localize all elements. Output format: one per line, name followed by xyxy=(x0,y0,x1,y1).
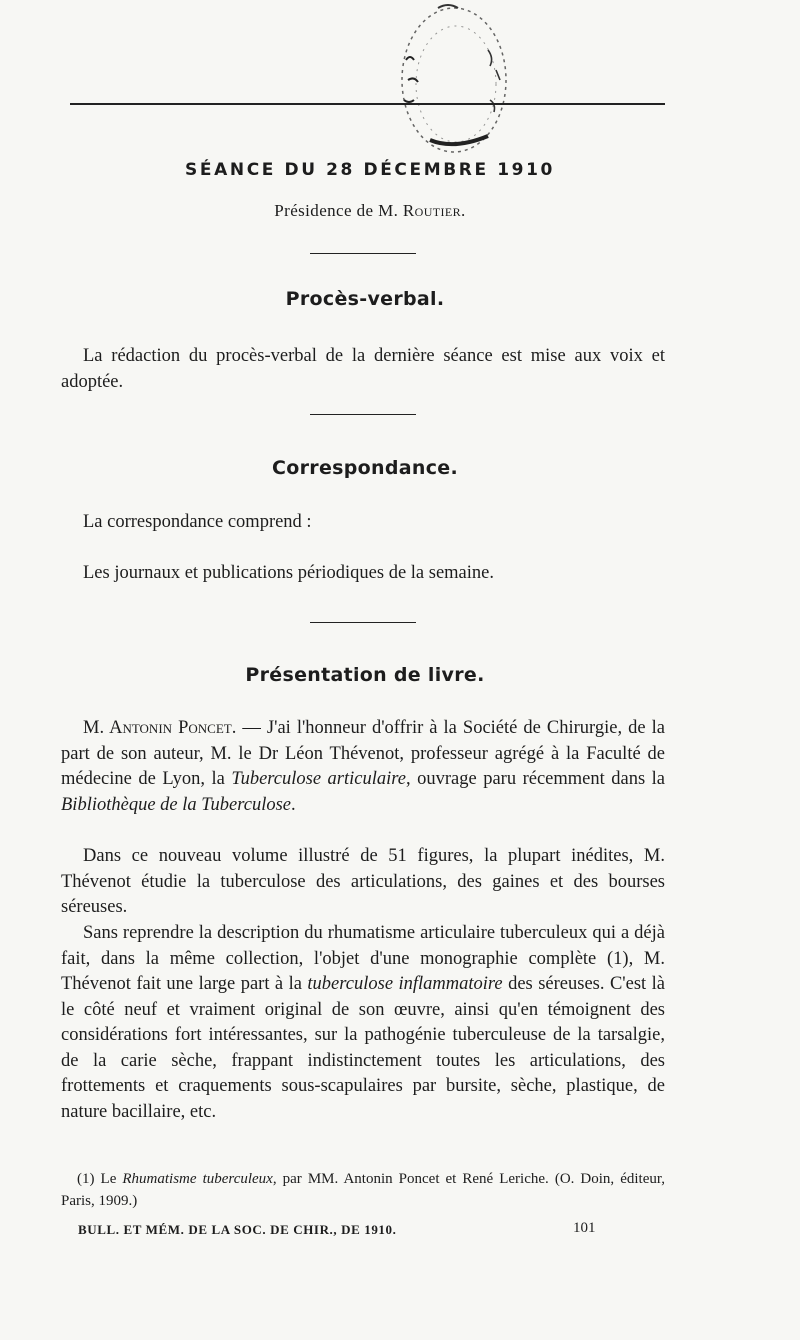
paragraph-text: , ouvrage paru récemment dans la xyxy=(406,769,665,789)
emphasis-text: tuberculose inflammatoire xyxy=(307,974,503,994)
footnote-title: Rhumatisme tuberculeux xyxy=(122,1171,273,1187)
library-stamp xyxy=(378,0,520,160)
correspondance-line-1: La correspondance comprend : xyxy=(83,512,312,532)
heading-proces-verbal: Procès-verbal. xyxy=(285,288,445,310)
series-title: Bibliothèque de la Tuberculose xyxy=(61,794,292,815)
footnote xyxy=(61,1168,665,1212)
heading-correspondance: Correspondance. xyxy=(272,457,458,479)
footnote-text: (1) Le xyxy=(77,1171,123,1187)
heading-presentation: Présentation de livre. xyxy=(245,664,485,686)
speaker-name: M. Antonin Poncet xyxy=(83,718,232,738)
section-divider xyxy=(310,414,416,415)
section-divider xyxy=(310,253,416,254)
paragraph-text: Sans reprendre la description du rhumatisme articulaire tuberculeux qui a déjà fait, dans la même collection, l'objet d'une monographie complète (1), M. Thévenot fait une large part à la xyxy=(61,923,665,994)
presentation-paragraph-2: Dans ce nouveau volume illustré de 51 figures, la plupart inédites, M. Thévenot étudie la tuberculose des articulations, des gaines et des bourses séreuses. xyxy=(61,846,665,917)
proces-verbal-text: La rédaction du procès-verbal de la dernière séance est mise aux voix et adoptée. xyxy=(61,346,665,392)
paragraph-text: . xyxy=(291,794,296,815)
top-rule xyxy=(70,103,665,105)
presidency-prefix: Présidence de M. xyxy=(274,201,403,220)
section-divider xyxy=(310,622,416,623)
footnote-text: , par MM. Antonin Poncet et René Leriche. (O. Doin, éditeur, Paris, 1909.) xyxy=(61,1171,666,1209)
running-footer: BULL. ET MÉM. DE LA SOC. DE CHIR., DE 1910. xyxy=(78,1222,397,1237)
page-number: 101 xyxy=(573,1220,596,1236)
session-title: SÉANCE DU 28 DÉCEMBRE 1910 xyxy=(185,160,555,180)
correspondance-line-2: Les journaux et publications périodiques de la semaine. xyxy=(83,563,494,583)
paragraph-text: des séreuses. C'est là le côté neuf et vraiment original de son œuvre, ainsi qu'en témoignent des considérations fort intéressantes, sur la pathogénie tuberculeuse de la tarsalgie, de la carie sèche, frappant indistinctement toutes les articulations, des frottements et craquements sous-scapulaires par bursite, sèche, plastique, de nature bacillaire, etc. xyxy=(61,974,665,1122)
presidency-line xyxy=(0,201,740,221)
president-name: Routier xyxy=(402,201,462,220)
presidency-suffix: . xyxy=(461,201,466,220)
presentation-paragraph-3 xyxy=(61,921,665,1125)
presentation-paragraph-1 xyxy=(61,716,665,818)
book-title: Tuberculose articulaire xyxy=(231,769,407,789)
paragraph-text: . — J'ai l'honneur d'offrir à la Société de Chirurgie, de la part de son auteur, M. le Dr Léon Thévenot, professeur agrégé à la Faculté de médecine de Lyon, la xyxy=(61,718,665,789)
